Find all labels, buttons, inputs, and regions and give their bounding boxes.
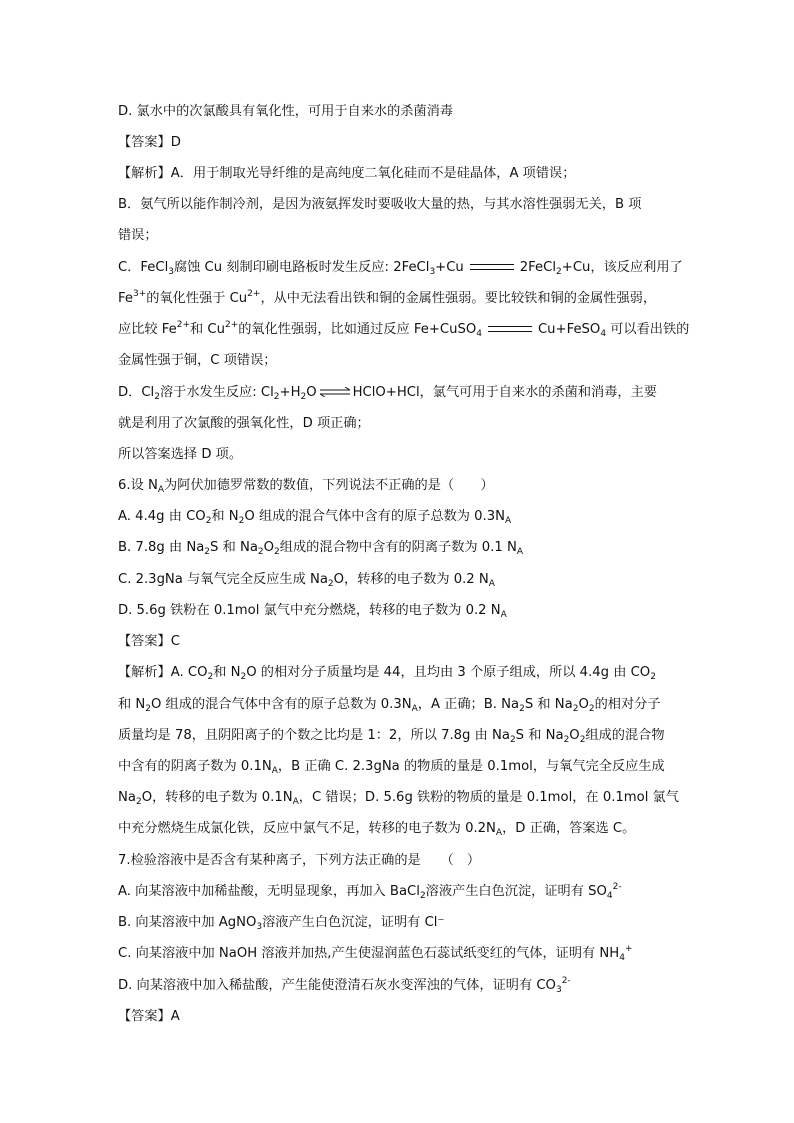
q7-stem: 7.检验溶液中是否含有某种离子，下列方法正确的是 （ ） <box>118 853 481 868</box>
equals-arrow-icon <box>488 326 532 332</box>
q5-explanation-line: $Fe^{3+}$的氧化性强于 $Cu^{2+}$，从中无法看出铁和铜的金属性强弱。要比较铁和铜的金属性强弱， <box>118 289 657 306</box>
equals-arrow-icon <box>470 264 514 270</box>
q5-explanation-line: 【解析】A．用于制取光导纤维的是高纯度二氧化硅而不是硅晶体，A 项错误； <box>118 166 576 181</box>
q6-option-b: B. 7.8g 由 $Na_2S$ 和 $Na_2O_2$组成的混合物中含有的阴离子数为 0.1 $N_A$ <box>118 540 523 557</box>
q5-explanation-line: D．$Cl_2$溶于水发生反应: $Cl_2+H_2O$ HClO+HCl，氯气可用于自来水的杀菌和消毒，主要 <box>118 385 657 402</box>
q7-answer: 【答案】A <box>118 1009 180 1024</box>
q5-explanation-line: 金属性强于铜，C 项错误； <box>118 353 277 368</box>
q7-option-a: A. 向某溶液中加稀盐酸，无明显现象，再加入 BaCl$_2$溶液产生白色沉淀，证明有 $SO_4^{2-}$ <box>118 882 622 901</box>
q6-option-c: C. 2.3gNa 与氧气完全反应生成 $Na_2O$，转移的电子数为 0.2 $N_A$ <box>118 572 495 589</box>
q7-option-d: D. 向某溶液中加入稀盐酸，产生能使澄清石灰水变浑浊的气体，证明有 $CO_3^{2-}$ <box>118 976 571 995</box>
q5-explanation-line: 错误； <box>118 228 158 243</box>
q6-answer: 【答案】C <box>118 634 180 649</box>
q5-conclusion: 所以答案选择 D 项。 <box>118 447 243 462</box>
q6-explanation-line: 中含有的阴离子数为 $0.1N_A$，B 正确 C. 2.3gNa 的物质的量是 0.1mol，与氧气完全反应生成 <box>118 759 665 776</box>
q7-option-b: B. 向某溶液中加 AgNO$_3$溶液产生白色沉淀，证明有 Cl⁻ <box>118 915 445 932</box>
q5-answer: 【答案】D <box>118 135 181 150</box>
q6-explanation-line: 中充分燃烧生成氯化铁，反应中氯气不足，转移的电子数为 $0.2N_A$，D 正确，答案选 C。 <box>118 821 636 838</box>
q5-explanation-line: B．氨气所以能作制冷剂，是因为液氨挥发时要吸收大量的热，与其水溶性强弱无关，B 项 <box>118 197 642 212</box>
q6-explanation-line: $Na_2O$，转移的电子数为 $0.1N_A$，C 错误；D. 5.6g 铁粉的物质的量是 0.1mol，在 0.1mol 氯气 <box>118 790 679 807</box>
q6-option-d: D. 5.6g 铁粉在 0.1mol 氯气中充分燃烧，转移的电子数为 0.2 $N_A$ <box>118 603 507 620</box>
q5-explanation-line: 应比较 $Fe^{2+}$和 $Cu^{2+}$的氧化性强弱，比如通过反应 Fe+CuSO$_4$ Cu+FeSO$_4$ 可以看出铁的 <box>118 320 690 339</box>
q6-option-a: A. 4.4g 由 $CO_2$和 $N_2O$ 组成的混合气体中含有的原子总数为 $0.3N_A$ <box>118 509 512 526</box>
q6-explanation-line: 质量均是 78，且阴阳离子的个数之比均是 1：2，所以 7.8g 由 $Na_2S$ 和 $Na_2O_2$组成的混合物 <box>118 728 665 745</box>
q6-stem: 6.设 $N_A$为阿伏加德罗常数的数值，下列说法不正确的是（ ） <box>118 478 494 495</box>
q5-option-d: D. 氯水中的次氯酸具有氧化性，可用于自来水的杀菌消毒 <box>118 104 454 119</box>
q5-explanation-line: 就是利用了次氯酸的强氧化性，D 项正确； <box>118 416 370 431</box>
q6-explanation-line: 【解析】A. $CO_2$和 $N_2O$ 的相对分子质量均是 44，且均由 3 个原子组成，所以 4.4g 由 $CO_2$ <box>118 665 656 682</box>
q6-explanation-line: 和 $N_2O$ 组成的混合气体中含有的原子总数为 $0.3N_A$，A 正确；B. $Na_2S$ 和 $Na_2O_2$的相对分子 <box>118 697 661 714</box>
reversible-arrow-icon <box>319 387 351 397</box>
q5-explanation-line: C．FeCl$_3$腐蚀 Cu 刻制印刷电路板时发生反应: 2FeCl$_3$+Cu 2FeCl$_2$+Cu，该反应利用了 <box>118 260 683 277</box>
q7-option-c: C. 向某溶液中加 NaOH 溶液并加热,产生使湿润蓝色石蕊试纸变红的气体，证明有 $NH_4^+$ <box>118 944 633 963</box>
